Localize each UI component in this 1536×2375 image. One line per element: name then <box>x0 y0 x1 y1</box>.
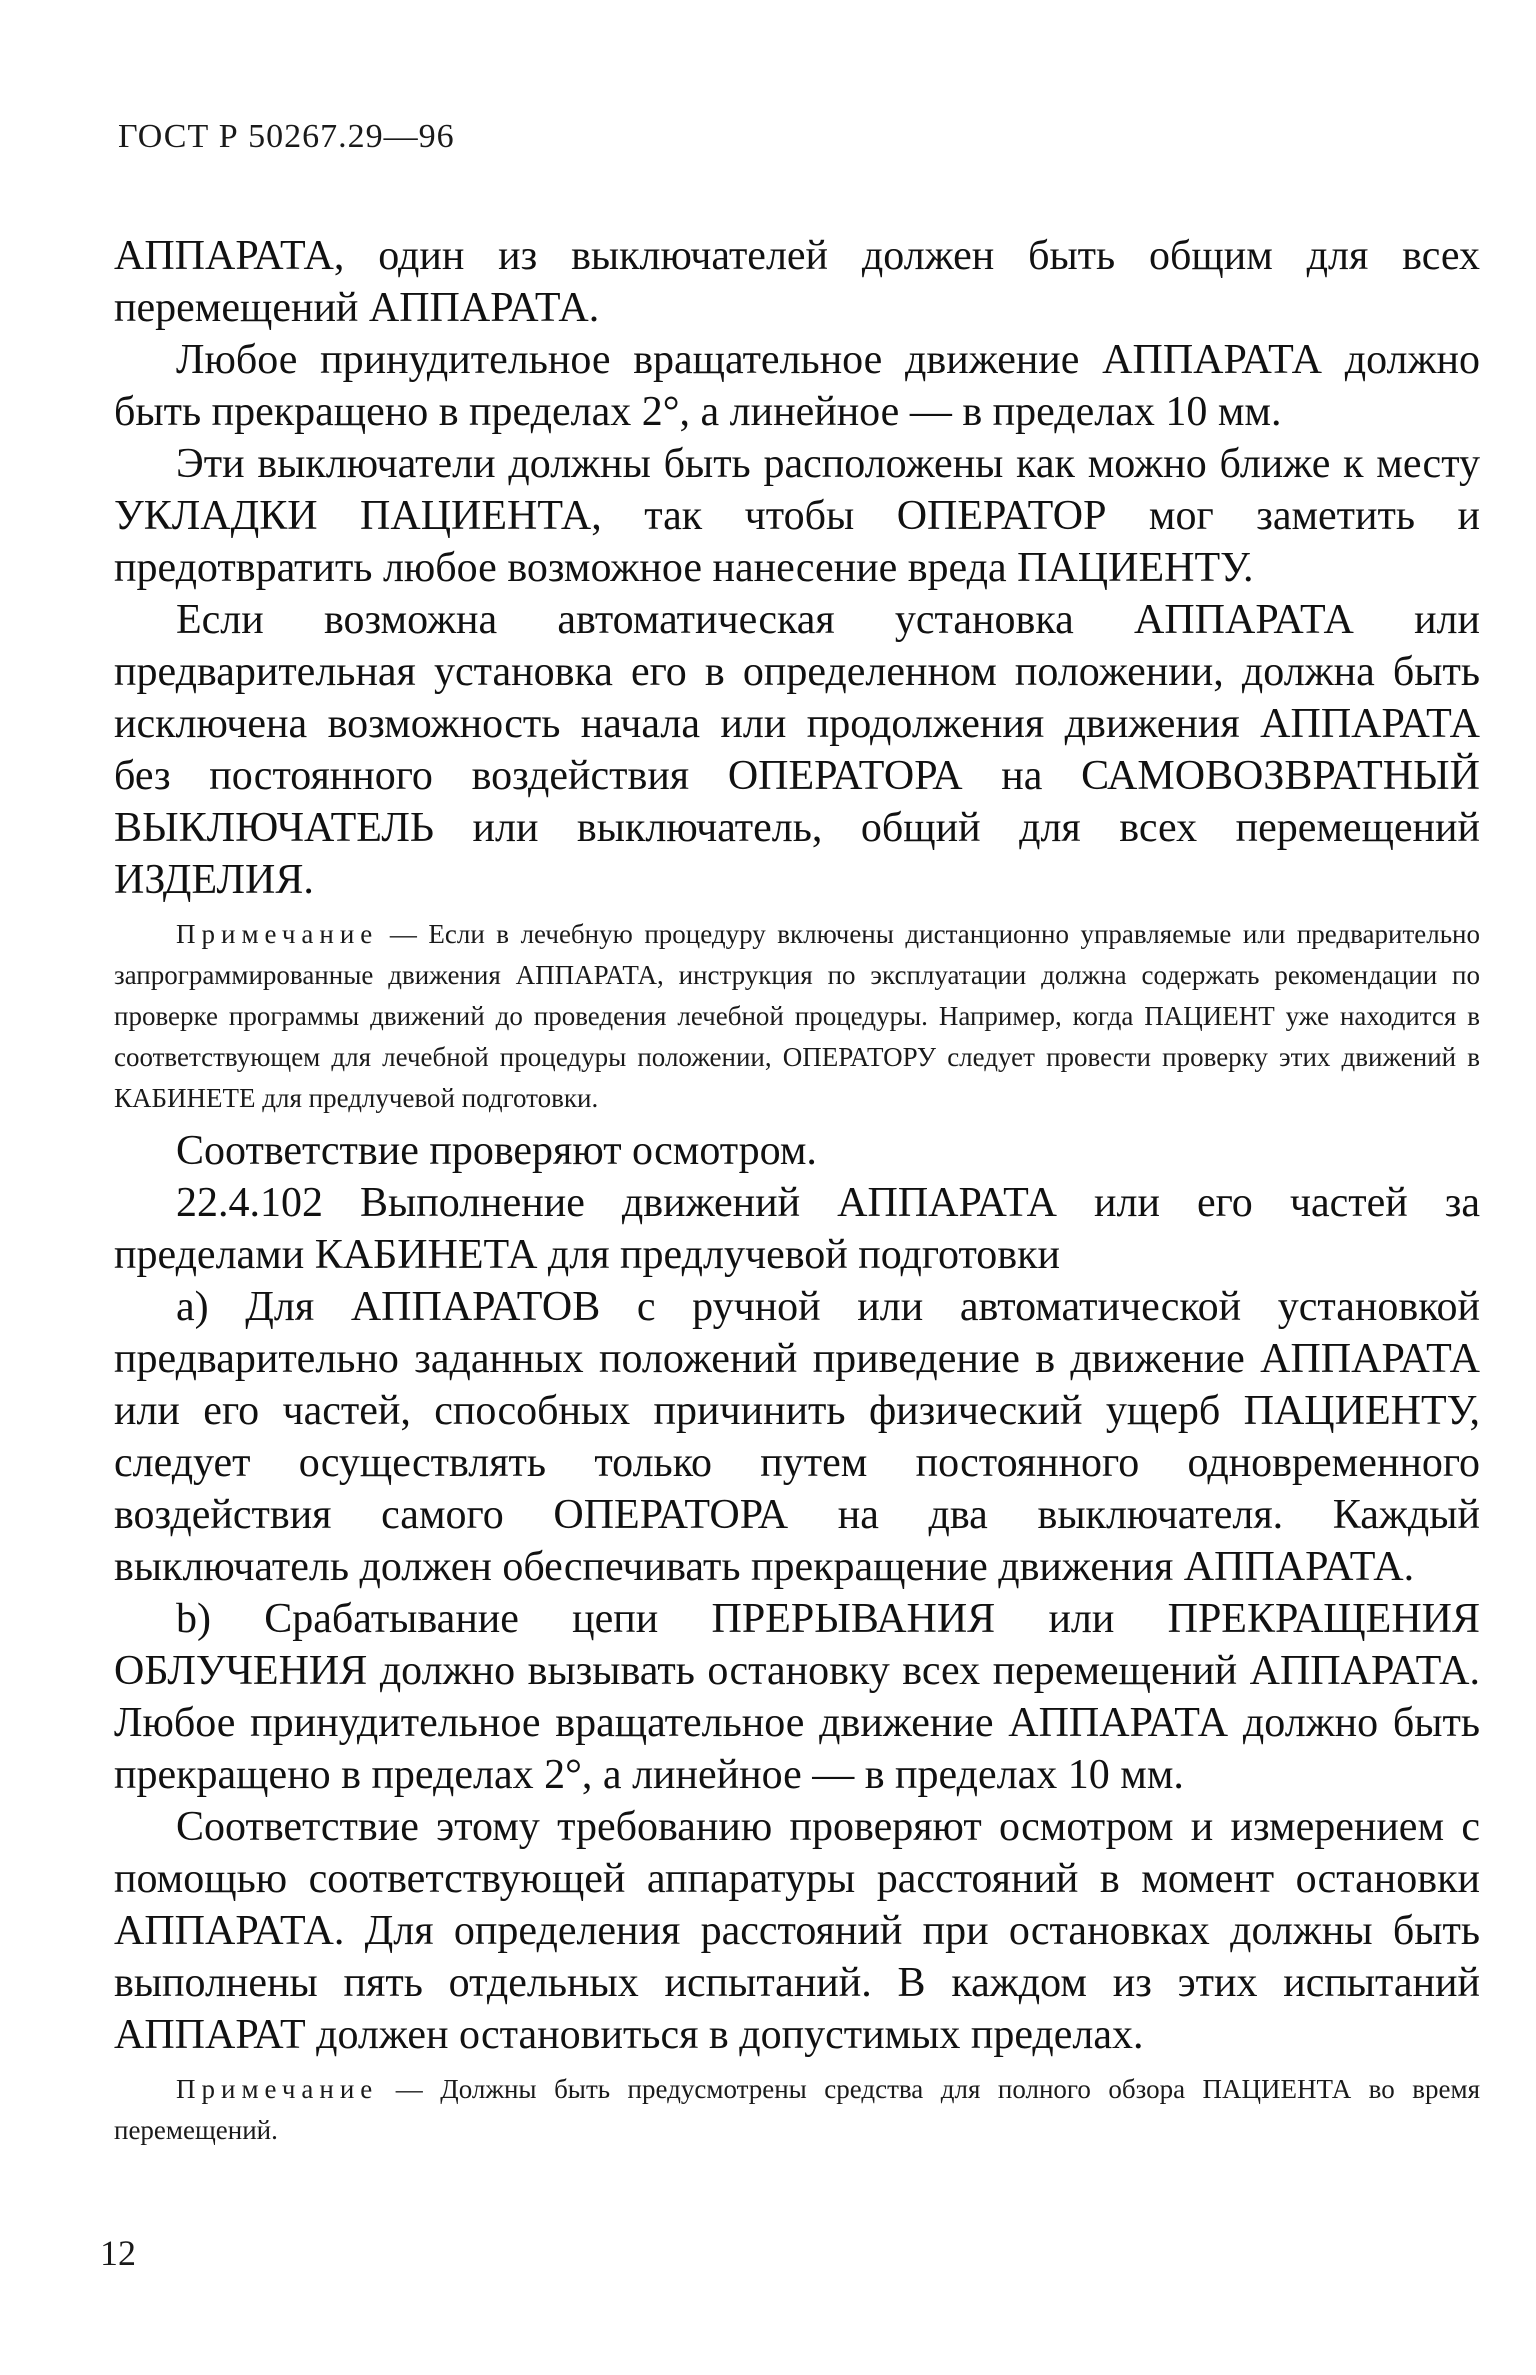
paragraph-switch-location: Эти выключатели должны быть расположены как можно ближе к месту УКЛАДКИ ПАЦИЕНТА, так чтобы ОПЕРАТОР мог заметить и предотвратить любое возможное нанесение вреда ПАЦИЕНТУ. <box>114 441 1480 591</box>
item-a: a) Для АППАРАТОВ с ручной или автоматической установкой предварительно заданных положений приведение в движение АППАРАТА или его частей, способных причинить физический ущерб ПАЦИЕНТУ, следует осуществлять только путем постоянного одновременного воздействия самого ОПЕРАТОРА на два выключателя. Каждый выключатель должен обеспечивать прекращение движения АППАРАТА. <box>114 1284 1480 1590</box>
page-number: 12 <box>100 2233 136 2273</box>
note-label: Примечание <box>176 919 379 949</box>
document-body <box>114 230 1480 2157</box>
paragraph-compliance-inspection: Соответствие проверяют осмотром. <box>176 1128 817 1174</box>
paragraph-compliance-measurement: Соответствие этому требованию проверяют осмотром и измерением с помощью соответствующей аппаратуры расстояний в момент остановки АППАРАТА. Для определения расстояний при остановках должны быть выполнены пять отдельных испытаний. В каждом из этих испытаний АППАРАТ должен остановиться в допустимых пределах. <box>114 1804 1480 2058</box>
note-remote-movements <box>114 914 1480 1119</box>
note-label: Примечание <box>176 2074 379 2104</box>
document-header: ГОСТ Р 50267.29—96 <box>118 118 455 155</box>
paragraph-automatic-setup: Если возможна автоматическая установка АППАРАТА или предварительная установка его в определенном положении, должна быть исключена возможность начала или продолжения движения АППАРАТА без постоянного воздействия ОПЕРАТОРА на САМОВОЗВРАТНЫЙ ВЫКЛЮЧАТЕЛЬ или выключатель, общий для всех перемещений ИЗДЕЛИЯ. <box>114 597 1480 903</box>
note-text: — Если в лечебную процедуру включены дистанционно управляемые или предварительно запрограммированные движения АППАРАТА, инструкция по эксплуатации должна содержать рекомендации по проверке программы движений до проведения лечебной процедуры. Например, когда ПАЦИЕНТ уже находится в соответствующем для лечебной процедуры положении, ОПЕРАТОРУ следует провести проверку этих движений в КАБИНЕТЕ для предлучевой подготовки. <box>114 919 1480 1113</box>
section-heading-22-4-102: 22.4.102 Выполнение движений АППАРАТА или его частей за пределами КАБИНЕТА для предлучевой подготовки <box>114 1180 1480 1278</box>
note-text: — Должны быть предусмотрены средства для полного обзора ПАЦИЕНТА во время перемещений. <box>114 2074 1480 2145</box>
note-patient-view <box>114 2069 1480 2151</box>
paragraph-continuation: АППАРАТА, один из выключателей должен быть общим для всех перемещений АППАРАТА. <box>114 233 1480 331</box>
item-b: b) Срабатывание цепи ПРЕРЫВАНИЯ или ПРЕКРАЩЕНИЯ ОБЛУЧЕНИЯ должно вызывать остановку всех перемещений АППАРАТА. Любое принудительное вращательное движение АППАРАТА должно быть прекращено в пределах 2°, а линейное — в пределах 10 мм. <box>114 1596 1480 1798</box>
paragraph-stop-limits: Любое принудительное вращательное движение АППАРАТА должно быть прекращено в пределах 2°, а линейное — в пределах 10 мм. <box>114 337 1480 435</box>
